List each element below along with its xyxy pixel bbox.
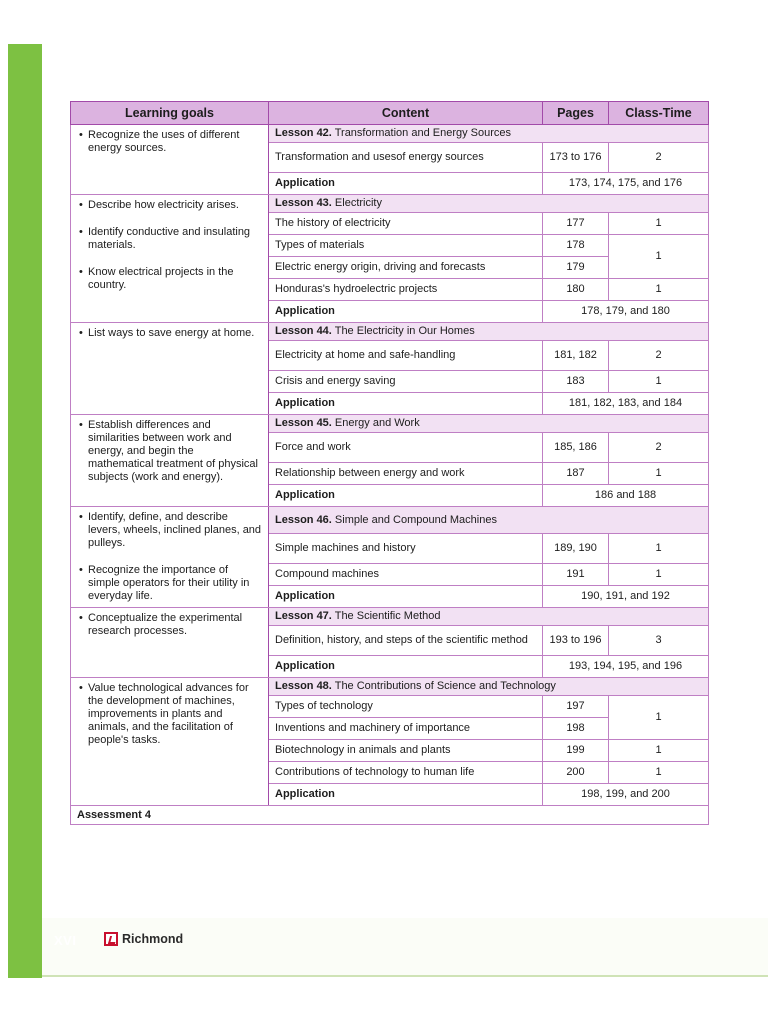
content-cell: Compound machines [269, 564, 543, 586]
footer-rule [42, 975, 768, 977]
class-time-cell: 3 [609, 626, 709, 656]
pages-cell: 191 [543, 564, 609, 586]
application-pages: 181, 182, 183, and 184 [543, 393, 709, 415]
content-cell: Electric energy origin, driving and forecasts [269, 257, 543, 279]
content-cell: Types of technology [269, 696, 543, 718]
class-time-cell: 2 [609, 433, 709, 463]
application-label: Application [269, 301, 543, 323]
class-time-cell: 1 [609, 213, 709, 235]
learning-goal: • Establish differences and similarities between work and energy, and begin the mathematical treatment of physical subjects (work and energy). [79, 419, 262, 484]
class-time-cell: 2 [609, 143, 709, 173]
header-class-time: Class-Time [609, 102, 709, 125]
lesson-title-row [71, 507, 709, 534]
learning-goals-cell [71, 415, 269, 507]
content-cell: Types of materials [269, 235, 543, 257]
learning-goal: • Recognize the uses of different energy sources. [79, 129, 262, 155]
header-pages: Pages [543, 102, 609, 125]
lesson-plan-table [70, 101, 709, 825]
lesson-title-row [71, 323, 709, 341]
lesson-number: Lesson 42. [275, 127, 332, 139]
content-cell: Transformation and usesof energy sources [269, 143, 543, 173]
content-cell: Inventions and machinery of importance [269, 718, 543, 740]
learning-goals-cell [71, 608, 269, 678]
brand-name: Richmond [122, 932, 184, 946]
learning-goals-cell [71, 125, 269, 195]
publisher-brand [104, 932, 183, 946]
application-pages: 178, 179, and 180 [543, 301, 709, 323]
pages-cell: 179 [543, 257, 609, 279]
learning-goal: • Identify, define, and describe levers, wheels, inclined planes, and pulleys. [79, 511, 262, 550]
lesson-title-row [71, 195, 709, 213]
page-number: XVI [54, 933, 77, 948]
content-cell: Relationship between energy and work [269, 463, 543, 485]
application-pages: 190, 191, and 192 [543, 586, 709, 608]
content-cell: Force and work [269, 433, 543, 463]
class-time-cell: 1 [609, 279, 709, 301]
content-cell: The history of electricity [269, 213, 543, 235]
pages-cell: 181, 182 [543, 341, 609, 371]
table-header-row [71, 102, 709, 125]
content-cell: Definition, history, and steps of the scientific method [269, 626, 543, 656]
content-cell: Simple machines and history [269, 534, 543, 564]
lesson-title [269, 415, 709, 433]
lesson-title-row [71, 678, 709, 696]
learning-goal: • Identify conductive and insulating materials. [79, 226, 262, 252]
lesson-number: Lesson 47. [275, 610, 332, 622]
class-time-cell: 1 [609, 534, 709, 564]
pages-cell: 189, 190 [543, 534, 609, 564]
content-cell: Contributions of technology to human life [269, 762, 543, 784]
application-label: Application [269, 656, 543, 678]
content-cell: Biotechnology in animals and plants [269, 740, 543, 762]
content-cell: Electricity at home and safe-handling [269, 341, 543, 371]
lesson-name: Transformation and Energy Sources [334, 127, 512, 139]
pages-cell: 199 [543, 740, 609, 762]
lesson-title [269, 125, 709, 143]
lesson-title-row [71, 608, 709, 626]
application-label: Application [269, 485, 543, 507]
class-time-cell: 1 [609, 740, 709, 762]
lesson-title [269, 507, 709, 534]
pages-cell: 173 to 176 [543, 143, 609, 173]
lesson-number: Lesson 43. [275, 197, 332, 209]
pages-cell: 193 to 196 [543, 626, 609, 656]
green-side-bar [8, 44, 42, 978]
class-time-cell: 2 [609, 341, 709, 371]
lesson-title [269, 323, 709, 341]
application-pages: 173, 174, 175, and 176 [543, 173, 709, 195]
learning-goal: • Describe how electricity arises. [79, 199, 262, 212]
lesson-name: The Contributions of Science and Technology [334, 680, 556, 692]
pages-cell: 180 [543, 279, 609, 301]
lesson-number: Lesson 44. [275, 325, 332, 337]
content-cell: Honduras's hydroelectric projects [269, 279, 543, 301]
learning-goals-cell [71, 323, 269, 415]
class-time-cell: 1 [609, 235, 709, 279]
pages-cell: 197 [543, 696, 609, 718]
learning-goal: • Recognize the importance of simple operators for their utility in everyday life. [79, 564, 262, 603]
lesson-name: The Electricity in Our Homes [334, 325, 475, 337]
class-time-cell: 1 [609, 564, 709, 586]
pages-cell: 178 [543, 235, 609, 257]
application-label: Application [269, 586, 543, 608]
pages-cell: 198 [543, 718, 609, 740]
lesson-title-row [71, 415, 709, 433]
learning-goal: • Conceptualize the experimental research processes. [79, 612, 262, 638]
application-label: Application [269, 393, 543, 415]
lesson-title [269, 195, 709, 213]
lesson-name: The Scientific Method [334, 610, 441, 622]
application-pages: 198, 199, and 200 [543, 784, 709, 806]
header-learning-goals: Learning goals [71, 102, 269, 125]
class-time-cell: 1 [609, 371, 709, 393]
lesson-title [269, 608, 709, 626]
application-label: Application [269, 784, 543, 806]
learning-goals-cell [71, 195, 269, 323]
pages-cell: 185, 186 [543, 433, 609, 463]
lesson-number: Lesson 45. [275, 417, 332, 429]
application-pages: 193, 194, 195, and 196 [543, 656, 709, 678]
header-content: Content [269, 102, 543, 125]
learning-goals-cell [71, 507, 269, 608]
lesson-title-row [71, 125, 709, 143]
learning-goal: • Value technological advances for the development of machines, improvements in plants and animals, and the facilitation of people's tasks. [79, 682, 262, 747]
pages-cell: 187 [543, 463, 609, 485]
assessment-label: Assessment 4 [71, 806, 709, 825]
learning-goals-cell [71, 678, 269, 806]
lesson-name: Simple and Compound Machines [334, 513, 497, 526]
class-time-cell: 1 [609, 696, 709, 740]
class-time-cell: 1 [609, 463, 709, 485]
pages-cell: 200 [543, 762, 609, 784]
richmond-logo-icon [104, 932, 118, 946]
application-pages: 186 and 188 [543, 485, 709, 507]
learning-goal: • Know electrical projects in the country. [79, 266, 262, 292]
content-cell: Crisis and energy saving [269, 371, 543, 393]
lesson-number: Lesson 46. [275, 513, 332, 526]
assessment-row [71, 806, 709, 825]
application-label: Application [269, 173, 543, 195]
pages-cell: 177 [543, 213, 609, 235]
class-time-cell: 1 [609, 762, 709, 784]
lesson-name: Energy and Work [334, 417, 420, 429]
lesson-name: Electricity [334, 197, 382, 209]
learning-goal: • List ways to save energy at home. [79, 327, 262, 340]
lesson-number: Lesson 48. [275, 680, 332, 692]
pages-cell: 183 [543, 371, 609, 393]
lesson-title [269, 678, 709, 696]
footer-band [42, 918, 768, 976]
